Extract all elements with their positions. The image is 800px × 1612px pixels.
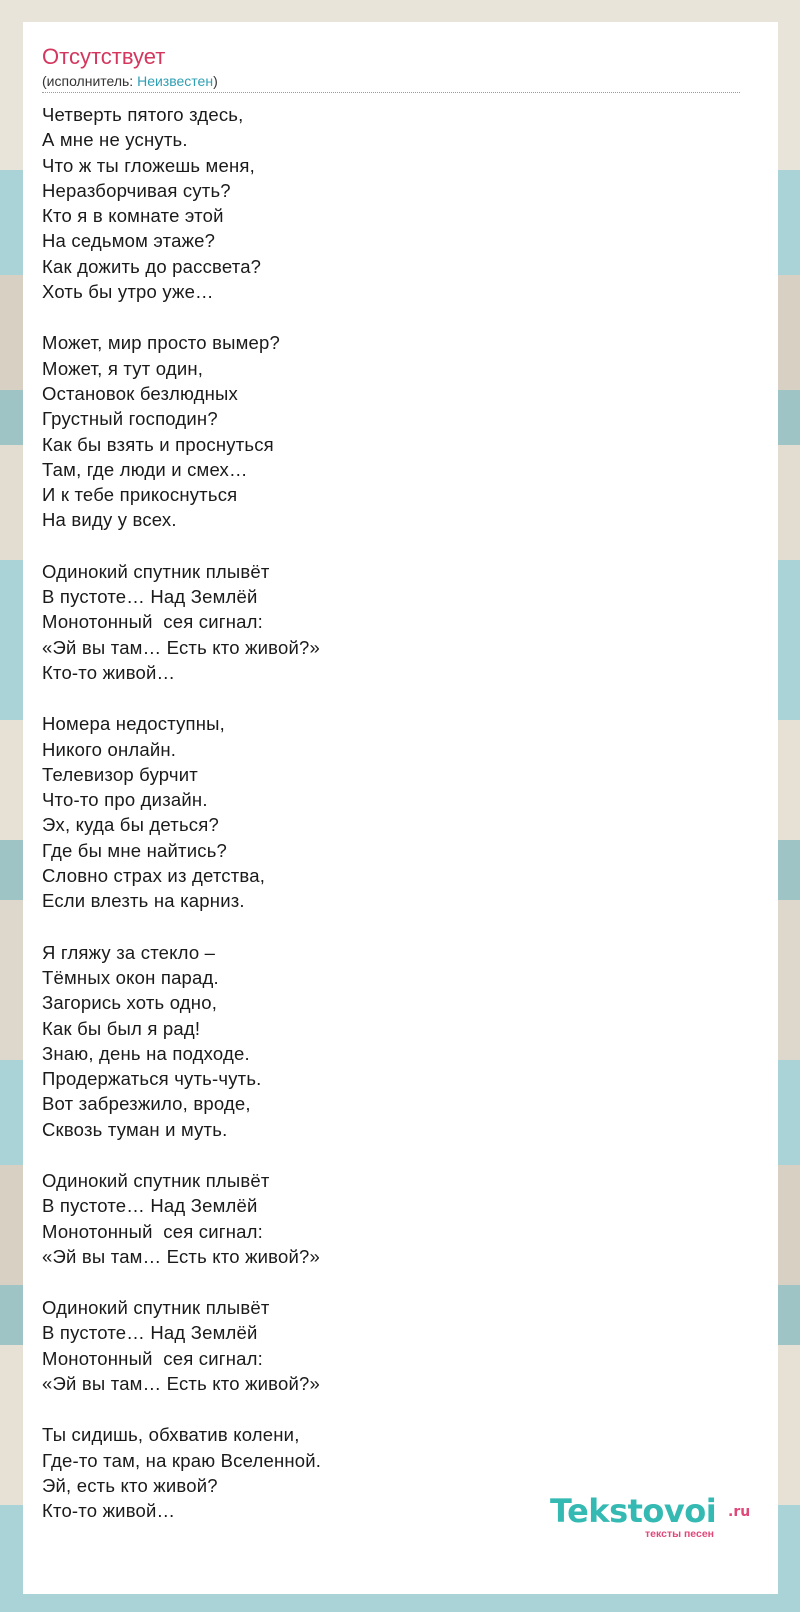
lyric-line: Эй, есть кто живой? xyxy=(42,1474,218,1496)
lyric-line: В пустоте… Над Землёй xyxy=(42,586,258,608)
lyric-line: Если влезть на карниз. xyxy=(42,890,245,912)
logo-tagline: тексты песен xyxy=(645,1528,715,1540)
lyric-line: Эх, куда бы деться? xyxy=(42,814,219,836)
lyric-line: Грустный господин? xyxy=(42,408,218,430)
lyric-line: В пустоте… Над Землёй xyxy=(42,1195,258,1217)
lyric-line: Номера недоступны, xyxy=(42,713,226,735)
lyric-line: Сквозь туман и муть. xyxy=(42,1118,228,1140)
logo-name: Tekstovoi xyxy=(550,1492,717,1530)
lyric-line: Одинокий спутник плывёт xyxy=(42,1297,270,1319)
lyric-line: А мне не уснуть. xyxy=(42,129,188,151)
lyric-line: Загорись хоть одно, xyxy=(42,992,218,1014)
lyric-line: Что ж ты гложешь меня, xyxy=(42,154,255,176)
lyric-line: Ты сидишь, обхватив колени, xyxy=(42,1424,300,1446)
lyric-line: Монотонный сея сигнал: xyxy=(42,611,263,633)
lyric-line: Как бы был я рад! xyxy=(42,1017,201,1039)
lyric-line: Что-то про дизайн. xyxy=(42,789,208,811)
lyric-line: Где бы мне найтись? xyxy=(42,839,228,861)
lyric-line: Неразборчивая суть? xyxy=(42,179,231,201)
lyrics-body xyxy=(42,102,742,1550)
lyric-line: На виду у всех. xyxy=(42,509,177,531)
stanza xyxy=(42,1168,742,1269)
lyric-line: Одинокий спутник плывёт xyxy=(42,560,270,582)
lyric-line: Тёмных окон парад. xyxy=(42,966,219,988)
divider xyxy=(42,92,740,93)
lyric-line: Там, где люди и смех… xyxy=(42,458,248,480)
lyric-line: «Эй вы там… Есть кто живой?» xyxy=(42,1373,320,1395)
lyric-line: Кто-то живой… xyxy=(42,1500,176,1522)
lyric-line: «Эй вы там… Есть кто живой?» xyxy=(42,1245,320,1267)
byline-prefix: (исполнитель: xyxy=(42,73,138,89)
lyrics-card xyxy=(23,22,778,1594)
byline-suffix: ) xyxy=(213,73,218,89)
lyric-line: Я гляжу за стекло – xyxy=(42,941,216,963)
stanza xyxy=(42,1295,742,1396)
stanza xyxy=(42,330,742,532)
lyric-line: И к тебе прикоснуться xyxy=(42,484,238,506)
lyric-line: Четверть пятого здесь, xyxy=(42,104,244,125)
lyric-line: Знаю, день на подходе. xyxy=(42,1042,250,1064)
lyric-line: В пустоте… Над Землёй xyxy=(42,1322,258,1344)
lyric-line: Никого онлайн. xyxy=(42,738,177,760)
artist-byline xyxy=(42,72,218,90)
lyric-line: Монотонный сея сигнал: xyxy=(42,1220,263,1242)
lyric-line: Кто-то живой… xyxy=(42,661,176,683)
lyric-line: Как бы взять и проснуться xyxy=(42,433,274,455)
stanza xyxy=(42,940,742,1142)
lyric-line: Может, мир просто вымер? xyxy=(42,332,280,354)
lyric-line: Как дожить до рассвета? xyxy=(42,255,262,277)
lyric-line: Монотонный сея сигнал: xyxy=(42,1347,263,1369)
lyric-line: Вот забрезжило, вроде, xyxy=(42,1093,251,1115)
lyric-line: Может, я тут один, xyxy=(42,357,204,379)
tekstovoi-logo[interactable] xyxy=(550,1492,780,1552)
lyric-line: На седьмом этаже? xyxy=(42,230,216,252)
lyric-line: Телевизор бурчит xyxy=(42,763,198,785)
lyric-line: Продержаться чуть-чуть. xyxy=(42,1068,262,1090)
song-title: Отсутствует xyxy=(42,44,166,69)
lyric-line: Где-то там, на краю Вселенной. xyxy=(42,1449,322,1471)
lyric-line: Одинокий спутник плывёт xyxy=(42,1169,270,1191)
logo-tld: .ru xyxy=(728,1504,751,1520)
artist-link[interactable]: Неизвестен xyxy=(137,73,214,89)
lyric-line: Хоть бы утро уже… xyxy=(42,281,214,303)
stanza xyxy=(42,711,742,913)
stanza xyxy=(42,102,742,304)
lyric-line: Словно страх из детства, xyxy=(42,865,266,887)
lyric-line: Остановок безлюдных xyxy=(42,382,239,404)
stanza xyxy=(42,559,742,685)
lyric-line: «Эй вы там… Есть кто живой?» xyxy=(42,636,320,658)
lyric-line: Кто я в комнате этой xyxy=(42,205,224,227)
